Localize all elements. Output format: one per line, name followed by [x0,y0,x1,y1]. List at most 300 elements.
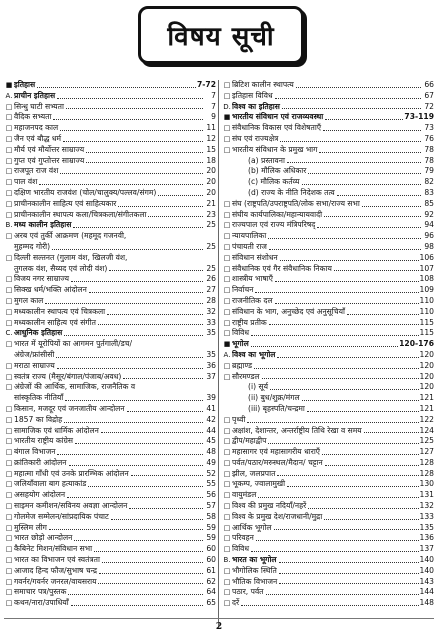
toc-item[interactable] [222,199,434,210]
checkbox-bullet-icon: □ [5,415,13,424]
toc-page-number: 120 [419,382,434,392]
dot-leader [102,562,203,563]
dot-leader [275,303,419,304]
toc-item[interactable] [4,253,216,264]
dot-leader [60,173,203,174]
toc-page-number: 136 [419,533,434,543]
toc-page-number: 66 [424,80,434,89]
dot-leader [101,432,203,433]
dot-leader [308,173,421,174]
toc-page-number: 98 [424,241,434,251]
toc-item[interactable] [4,102,216,113]
toc-item[interactable] [222,533,434,544]
toc-label: पठार, पर्वत [232,587,264,597]
toc-page-number: 49 [206,457,216,467]
toc-label: असहयोग आंदोलन [14,490,66,500]
checkbox-bullet-icon: □ [223,361,231,370]
dot-leader [127,411,203,412]
toc-item[interactable] [4,426,216,437]
toc-subitem[interactable] [222,404,434,415]
toc-label: पृथ्वी [232,414,246,424]
toc-label: शास्त्रीय भाषाएँ [232,274,273,284]
toc-page-number: 18 [206,155,216,165]
toc-page-number: 106 [419,252,434,262]
checkbox-bullet-icon: C. [5,329,13,338]
dot-leader [123,378,203,379]
toc-item[interactable] [222,587,434,598]
dot-leader [60,130,203,131]
toc-label: पंचायती राज [232,241,267,251]
checkbox-bullet-icon: □ [5,458,13,467]
toc-item[interactable] [222,361,434,372]
toc-item[interactable] [222,501,434,512]
toc-label: ब्रिटिश कालीन स्थापत्य [232,80,294,89]
toc-item[interactable] [222,242,434,253]
toc-page-number: 20 [206,177,216,187]
bottom-rule [4,618,434,619]
toc-label: विश्व का भूगोल [232,349,276,359]
checkbox-bullet-icon: □ [223,264,231,273]
toc-page-number: 73-119 [404,112,434,122]
toc-label: सौरमण्डल [232,371,260,381]
toc-label: मुहम्मद गोरी) [14,241,51,251]
toc-label: प्राचीन इतिहास [14,90,56,100]
toc-item[interactable] [222,415,434,426]
toc-item[interactable] [222,220,434,231]
toc-item[interactable] [222,231,434,242]
toc-page-number: 23 [206,209,216,219]
toc-page-number: 120 [419,349,434,359]
toc-page-number: 25 [206,220,216,230]
toc-page-number: 110 [419,306,434,316]
dot-leader [275,98,421,99]
toc-label: संविधान के भाग, अनुच्छेद एवं अनुसूचियाँ [232,306,345,316]
toc-label: आजाद हिन्द फौज/सुभाष चन्द्र [14,565,98,575]
toc-label: (a) प्रस्तावना [248,155,285,165]
toc-section[interactable] [222,112,434,123]
toc-page-number: 41 [206,403,216,413]
toc-page-number: 48 [206,447,216,457]
toc-subitem[interactable] [222,166,434,177]
toc-page-number: 32 [206,306,216,316]
toc-label: अंग्रेजों की आर्थिक, सामाजिक, राजनैतिक व [14,382,136,392]
toc-label: भारत छोड़ो आन्दोलन [14,533,73,543]
checkbox-bullet-icon: □ [223,599,231,608]
checkbox-bullet-icon: □ [5,545,13,554]
dot-leader [262,378,419,379]
toc-label: परिवहन [232,533,254,543]
toc-item[interactable] [4,523,216,534]
toc-item[interactable] [4,372,216,383]
dot-leader [57,454,203,455]
checkbox-bullet-icon: □ [223,199,231,208]
toc-label: मध्य कालीन इतिहास [14,220,72,230]
toc-item[interactable] [222,145,434,156]
toc-item[interactable] [222,372,434,383]
checkbox-bullet-icon: □ [5,469,13,478]
dot-leader [254,368,418,369]
toc-left-column [4,80,216,609]
toc-page-number: 36 [206,360,216,370]
toc-page-number: 132 [419,501,434,511]
section-bullet-icon: ■ [5,81,13,89]
toc-item[interactable] [222,566,434,577]
checkbox-bullet-icon: □ [223,545,231,554]
dot-leader [247,422,418,423]
toc-item[interactable] [4,156,216,167]
dot-leader [71,605,203,606]
checkbox-bullet-icon: D. [223,102,231,111]
dot-leader [319,152,421,153]
toc-page-number: 78 [424,144,434,154]
toc-label: (b) मौलिक अधिकार [248,166,307,176]
checkbox-bullet-icon: □ [5,232,13,241]
section-bullet-icon: ■ [223,113,231,122]
toc-item-continued[interactable] [4,393,216,404]
toc-label: साइमन कमीशन/सविनय अवज्ञा आन्दोलन [14,501,128,511]
toc-page-number: 45 [206,436,216,446]
checkbox-bullet-icon: □ [5,167,13,176]
toc-item[interactable] [222,598,434,609]
dot-leader [277,475,418,476]
toc-label: (i) सूर्य [248,382,268,392]
toc-page-number: 115 [419,317,434,327]
checkbox-bullet-icon: □ [5,502,13,511]
toc-item[interactable] [4,458,216,469]
checkbox-bullet-icon: □ [5,599,13,608]
toc-item[interactable] [4,145,216,156]
toc-item[interactable] [4,577,216,588]
dot-leader [64,335,203,336]
checkbox-bullet-icon: □ [223,458,231,467]
toc-page-number: 35 [206,349,216,359]
toc-label: विश्व की प्रमुख नदियाँ/नहरें [232,501,307,511]
dot-leader [258,497,418,498]
dot-leader [268,238,421,239]
checkbox-bullet-icon: □ [5,145,13,154]
toc-page-number: 133 [419,511,434,521]
toc-item[interactable] [222,436,434,447]
toc-item[interactable] [222,123,434,134]
toc-item[interactable] [222,523,434,534]
toc-item[interactable] [222,285,434,296]
toc-label: अरब एवं तुर्की आक्रमण (महमूद गजनवी, [14,231,127,241]
checkbox-bullet-icon: □ [223,534,231,543]
checkbox-bullet-icon: □ [5,437,13,446]
toc-label: वायुमंडल [232,490,257,500]
checkbox-bullet-icon: □ [5,361,13,370]
toc-label: संघ एवं राज्यक्षेत्र [232,133,279,143]
toc-item[interactable] [4,501,216,512]
toc-page-number: 57 [206,501,216,511]
toc-label: भारतीय संविधान के प्रमुख भाग [232,144,318,154]
toc-item[interactable] [222,80,434,91]
toc-item[interactable] [222,253,434,264]
toc-item[interactable] [4,404,216,415]
checkbox-bullet-icon: □ [223,221,231,230]
toc-item[interactable] [4,447,216,458]
dot-leader [280,260,419,261]
checkbox-bullet-icon: B. [5,221,13,230]
toc-page-number: 120-176 [399,339,434,349]
toc-label: भारत में यूरोपियों का आगमन पुर्तगाली/डच/ [14,339,133,349]
checkbox-bullet-icon: □ [223,242,231,251]
toc-page-number: 20 [206,187,216,197]
dot-leader [68,594,203,595]
toc-item[interactable] [4,134,216,145]
toc-item[interactable] [222,296,434,307]
checkbox-bullet-icon: □ [5,426,13,435]
dot-leader [49,529,203,530]
toc-page-number: 7 [211,90,216,100]
dot-leader [74,540,203,541]
toc-item[interactable] [222,490,434,501]
toc-item[interactable] [4,274,216,285]
dot-leader [325,119,403,120]
toc-item[interactable] [4,566,216,577]
toc-label: पर्वत/पठार/मरुस्थल/मैदान/ चट्टान [232,457,323,467]
dot-leader [66,108,203,109]
checkbox-bullet-icon: □ [5,566,13,575]
dot-leader [270,389,419,390]
checkbox-bullet-icon: □ [5,556,13,565]
toc-page-number: 44 [206,425,216,435]
toc-item[interactable] [4,188,216,199]
toc-subsection[interactable] [4,328,216,339]
toc-label: दक्षिण भारतीय राजवंश (चोल/चालुक्य/पल्लव/संगम) [14,187,157,197]
toc-page-number: 140 [419,555,434,565]
toc-page-number: 15 [206,144,216,154]
toc-item[interactable] [222,210,434,221]
toc-item[interactable] [4,490,216,501]
dot-leader [269,324,419,325]
dot-leader [53,119,203,120]
toc-page-number: 122 [419,414,434,424]
toc-label: भूकम्प, ज्वालामुखी [232,479,286,489]
toc-item[interactable] [4,479,216,490]
toc-page-number: 140 [419,565,434,575]
toc-page-number: 62 [206,576,216,586]
toc-item[interactable] [4,307,216,318]
toc-item[interactable] [222,91,434,102]
checkbox-bullet-icon: □ [5,523,13,532]
toc-label: भौतिक विभाजन [232,576,278,586]
toc-label: इतिहास [14,80,36,89]
dot-leader [323,130,421,131]
dot-leader [280,141,421,142]
toc-item[interactable] [4,339,216,350]
checkbox-bullet-icon: □ [5,448,13,457]
dot-leader [324,519,418,520]
checkbox-bullet-icon: □ [223,523,231,532]
toc-page-number: 58 [206,511,216,521]
toc-subsection[interactable] [4,220,216,231]
dot-leader [65,400,203,401]
toc-item[interactable] [222,447,434,458]
toc-subitem[interactable] [222,393,434,404]
dot-leader [57,368,203,369]
toc-label: (c) मौलिक कर्तव्य [248,177,300,187]
toc-label: राज्यपाल एवं राज्य मंत्रिपरिषद् [232,220,316,230]
toc-section[interactable] [4,80,216,91]
checkbox-bullet-icon: □ [5,480,13,489]
toc-item[interactable] [222,328,434,339]
toc-page-number: 9 [211,112,216,122]
checkbox-bullet-icon: □ [223,318,231,327]
toc-label: विविध [232,544,250,554]
dot-leader [88,486,203,487]
toc-label: भारत का भूगोल [232,555,277,565]
toc-item[interactable] [4,112,216,123]
toc-item[interactable] [4,285,216,296]
toc-page-number: 37 [206,371,216,381]
toc-page-number: 27 [206,285,216,295]
toc-item[interactable] [222,307,434,318]
toc-page-number: 128 [419,457,434,467]
toc-label: तुगलक वंश, सैय्यद एवं लोदी वंश) [14,263,108,273]
toc-item-continued[interactable] [4,350,216,361]
toc-item[interactable] [4,318,216,329]
toc-item[interactable] [4,177,216,188]
dot-leader [86,152,203,153]
toc-item[interactable] [222,544,434,555]
toc-label: कैबिनेट मिशन/संविधान सभा [14,544,93,554]
toc-label: मुस्लिम लीग [14,522,47,532]
toc-page-number: 67 [424,90,434,100]
toc-item[interactable] [222,264,434,275]
toc-item[interactable] [4,166,216,177]
dot-leader [251,335,418,336]
dot-leader [39,184,203,185]
toc-page-number: 135 [419,522,434,532]
dot-leader [347,314,419,315]
checkbox-bullet-icon: □ [5,534,13,543]
toc-subitem[interactable] [222,177,434,188]
toc-page-number: 61 [206,565,216,575]
toc-label: आधुनिक इतिहास [14,328,63,338]
toc-page-number: 83 [424,187,434,197]
checkbox-bullet-icon: □ [5,253,13,262]
toc-item[interactable] [222,512,434,523]
toc-subitem[interactable] [222,188,434,199]
dot-leader [86,162,203,163]
toc-page-number: 110 [419,295,434,305]
toc-page-number: 26 [206,274,216,284]
checkbox-bullet-icon: □ [5,588,13,597]
dot-leader [131,475,203,476]
toc-item[interactable] [4,555,216,566]
checkbox-bullet-icon: □ [223,296,231,305]
checkbox-bullet-icon: □ [223,491,231,500]
toc-subsection[interactable] [4,91,216,102]
toc-item[interactable] [4,587,216,598]
toc-item[interactable] [222,134,434,145]
checkbox-bullet-icon: □ [223,469,231,478]
toc-page-number: 107 [419,263,434,273]
toc-subitem[interactable] [222,156,434,167]
dot-leader [324,216,421,217]
checkbox-bullet-icon: □ [223,145,231,154]
toc-subsection[interactable] [222,102,434,113]
dot-leader [89,292,203,293]
toc-item[interactable] [4,382,216,393]
toc-page-number: 120 [419,371,434,381]
dot-leader [64,422,203,423]
toc-label: मराठा साम्राज्य [14,360,55,370]
toc-item[interactable] [4,361,216,372]
toc-page-number: 79 [424,166,434,176]
checkbox-bullet-icon: □ [223,588,231,597]
toc-label: (ii) बुध/शुक्र/मंगल [248,393,300,403]
dot-leader [158,195,203,196]
toc-item[interactable] [4,436,216,447]
toc-item[interactable] [4,544,216,555]
toc-label: मौर्य एवं मौर्योत्तर साम्राज्य [14,144,85,154]
toc-item[interactable] [4,199,216,210]
toc-item[interactable] [222,577,434,588]
checkbox-bullet-icon: A. [223,350,231,359]
dot-leader [129,508,203,509]
dot-leader [279,562,419,563]
checkbox-bullet-icon: □ [223,81,231,89]
toc-page-number: 108 [419,274,434,284]
toc-label: जलियाँवाला बाग हत्याकांड [14,479,87,489]
toc-item[interactable] [222,274,434,285]
toc-item[interactable] [4,296,216,307]
toc-item[interactable] [222,318,434,329]
toc-subsection[interactable] [222,350,434,361]
toc-item[interactable] [4,512,216,523]
toc-item[interactable] [4,469,216,480]
checkbox-bullet-icon: □ [5,577,13,586]
toc-item[interactable] [222,458,434,469]
toc-label: (iii) बृहस्पति/चन्द्रमा [248,403,305,413]
toc-item[interactable] [222,426,434,437]
toc-item-continued[interactable] [4,242,216,253]
toc-item-continued[interactable] [4,264,216,275]
toc-item[interactable] [4,231,216,242]
dot-leader [118,206,203,207]
checkbox-bullet-icon: B. [223,556,231,565]
toc-page-number: 52 [206,468,216,478]
toc-item[interactable] [4,598,216,609]
toc-subitem[interactable] [222,382,434,393]
toc-item[interactable] [222,469,434,480]
toc-label: अक्षांश, देशान्तर, अन्तर्राष्ट्रीय तिथि रेखा व समय [232,425,362,435]
dot-leader [362,206,421,207]
toc-subsection[interactable] [222,555,434,566]
dot-leader [73,227,203,228]
dot-leader [71,281,203,282]
checkbox-bullet-icon: □ [5,491,13,500]
column-divider [218,80,219,628]
toc-label: भारत का विभाजन एवं स्वतंत्रता [14,555,100,565]
toc-label: जैन एवं बौद्ध धर्म [14,133,62,143]
dot-leader [94,551,203,552]
toc-item[interactable] [4,533,216,544]
toc-item[interactable] [222,479,434,490]
dot-leader [107,314,203,315]
toc-item[interactable] [4,415,216,426]
checkbox-bullet-icon: □ [5,340,13,349]
dot-leader [69,465,203,466]
toc-page-number: 73 [424,123,434,133]
toc-section[interactable] [222,339,434,350]
toc-item[interactable] [4,210,216,221]
dot-leader [109,270,203,271]
toc-item[interactable] [4,123,216,134]
toc-page-number: 7 [211,101,216,111]
